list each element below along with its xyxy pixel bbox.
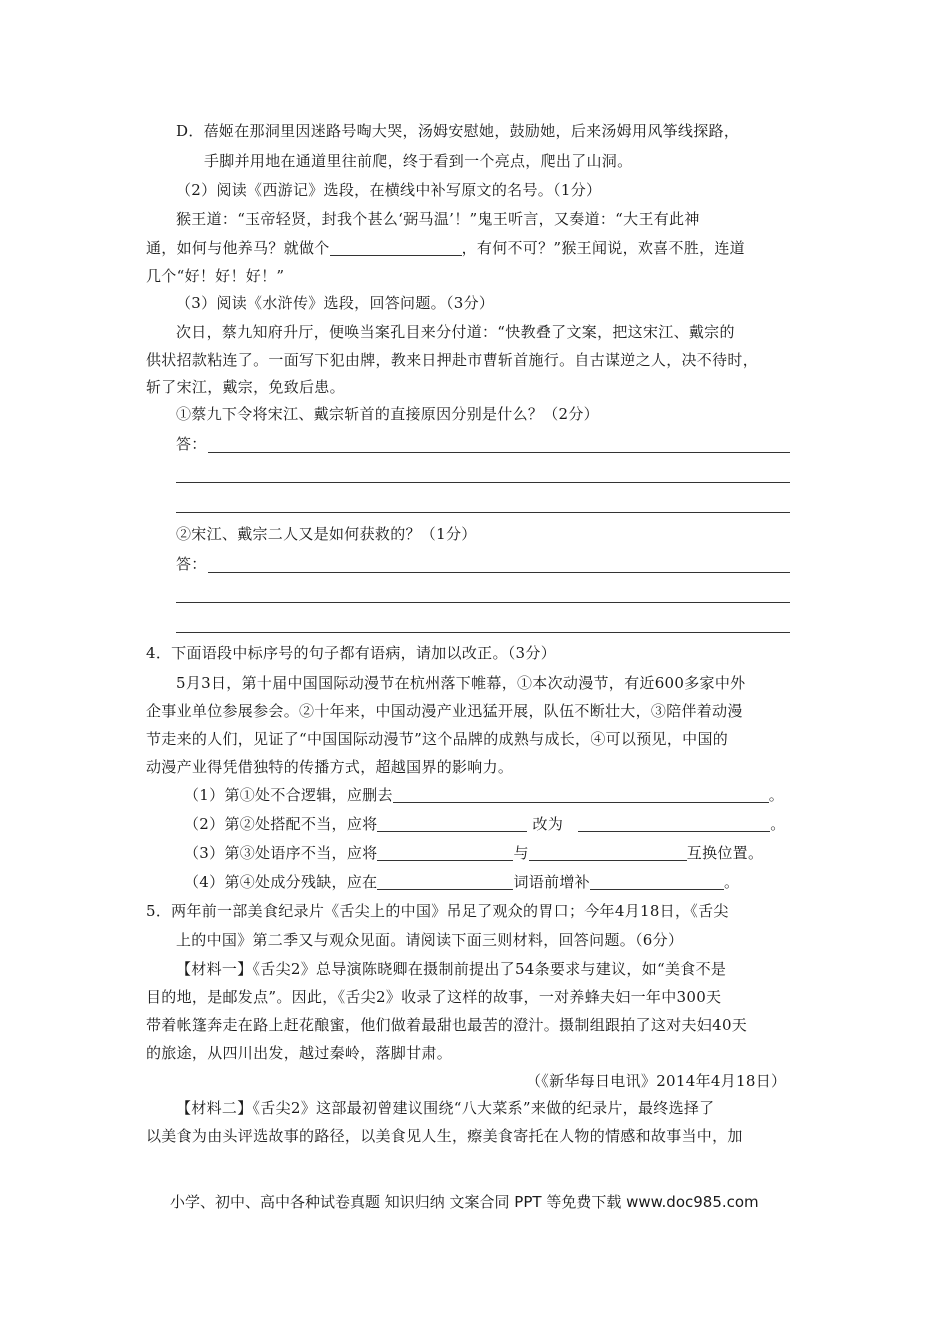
answer-line[interactable] [176,482,790,483]
answer-3-blank-a[interactable] [377,844,513,861]
answer-line[interactable] [176,602,790,603]
option-d-line-1: D．蓓姬在那洞里因迷路号啕大哭，汤姆安慰她，鼓励她，后来汤姆用风筝线探路， [176,122,740,140]
sub-question-1: ①蔡九下令将宋江、戴宗斩首的直接原因分别是什么？（2分） [176,405,599,423]
part-3-title: （3）阅读《水浒传》选段，回答问题。（3分） [176,294,495,312]
answer-line[interactable] [176,512,790,513]
material-1-line-4: 的旅途，从四川出发，越过秦岭，落脚甘肃。 [146,1044,453,1062]
answer-2-label: （2）第②处搭配不当，应将 [184,815,378,833]
answer-4-mid: 词语前增补 [513,873,590,891]
answer-3-end: 互换位置。 [686,844,764,862]
answer-label-2: 答： [176,555,207,573]
material-1-line-2: 目的地，是邮发点”。因此，《舌尖2》收录了这样的故事，一对养蜂夫妇一年中300天 [146,988,722,1006]
answer-3-mid: 与 [513,844,529,862]
material-1-source: （《新华每日电讯》2014年4月18日） [526,1072,787,1090]
question-4-title: 4．下面语段中标序号的句子都有语病，请加以改正。（3分） [146,644,556,662]
answer-line[interactable] [208,572,790,573]
answer-line[interactable] [176,632,790,633]
q4-answer-4 [184,872,739,892]
answer-2-blank-b[interactable] [578,815,770,832]
q4-paragraph-line-3: 节走来的人们，见证了“中国国际动漫节”这个品牌的成熟与成长，④可以预见，中国的 [146,730,729,748]
material-1-line-3: 带着帐篷奔走在路上赶花酿蜜，他们做着最甜也最苦的澄汁。摄制组跟拍了这对夫妇40天 [146,1016,748,1034]
q4-paragraph-line-2: 企事业单位参展参会。②十年来，中国动漫产业迅猛开展，队伍不断壮大，③陪伴着动漫 [146,702,743,720]
question-5-title-line-2: 上的中国》第二季又与观众见面。请阅读下面三则材料，回答问题。（6分） [176,931,684,949]
q4-paragraph-line-1: 5月3日，第十届中国国际动漫节在杭州落下帷幕，①本次动漫节，有近600多家中外 [176,674,746,692]
answer-4-label: （4）第④处成分残缺，应在 [184,873,378,891]
answer-4-blank-a[interactable] [377,873,513,890]
period: 。 [770,815,786,833]
part-2-text-line-2 [146,238,745,258]
part-2-title: （2）阅读《西游记》选段，在横线中补写原文的名号。（1分） [176,181,602,199]
material-2-line-2: 以美食为由头评选故事的路径，以美食见人生，瘵美食寄托在人物的情感和故事当中，加 [146,1127,743,1145]
part-2-text-line-3: 几个“好！好！好！” [146,267,285,285]
period: 。 [723,873,740,891]
answer-line[interactable] [208,452,790,453]
title-blank[interactable] [330,239,462,256]
sub-question-2: ②宋江、戴宗二人又是如何获救的？（1分） [176,525,477,543]
q4-answer-1 [184,785,784,805]
part-3-text-line-1: 次日，蔡九知府升厅，便唤当案孔目来分付道：“快教叠了文案，把这宋江、戴宗的 [176,323,735,341]
footer-download-notice: 小学、初中、高中各种试卷真题 知识归纳 文案合同 PPT 等免费下载 www.doc985.com [170,1193,759,1211]
material-1-line-1: 【材料一】《舌尖2》总导演陈晓卿在摄制前提出了54条要求与建议，如“美食不是 [176,960,727,978]
answer-4-blank-b[interactable] [590,873,724,890]
answer-1-label: （1）第①处不合逻辑，应删去 [184,786,393,804]
answer-3-label: （3）第③处语序不当，应将 [184,844,378,862]
q4-paragraph-line-4: 动漫产业得凭借独特的传播方式，超越国界的影响力。 [146,758,514,776]
part-2-text-after-blank: ，有何不可？”猴王闻说，欢喜不胜，连道 [461,239,745,257]
answer-1-blank[interactable] [393,786,769,803]
material-2-line-1: 【材料二】《舌尖2》这部最初曾建议围绕“八大菜系”来做的纪录片，最终选择了 [176,1099,715,1117]
part-3-text-line-2: 供状招款粘连了。一面写下犯由牌，教来日押赴市曹斩首施行。自古谋逆之人，决不待时， [146,351,759,369]
part-2-text-before-blank: 通，如何与他养马？就做个 [146,239,330,257]
part-3-text-line-3: 斩了宋江，戴宗，免致后患。 [146,378,345,396]
answer-3-blank-b[interactable] [529,844,687,861]
q4-answer-2 [184,814,786,834]
period: 。 [768,786,785,804]
question-5-title-line-1: 5．两年前一部美食纪录片《舌尖上的中国》吊足了观众的胃口；今年4月18日，《舌尖 [146,902,729,920]
answer-label-1: 答： [176,435,207,453]
option-d-line-2: 手脚并用地在通道里往前爬，终于看到一个亮点，爬出了山洞。 [204,152,633,170]
answer-2-mid: 改为 [532,815,564,833]
part-2-text-line-1: 猴王道：“玉帝轻贤，封我个甚么‘弼马温’！”鬼王听言，又奏道：“大王有此神 [176,210,700,228]
q4-answer-3 [184,843,763,863]
answer-2-blank-a[interactable] [377,815,527,832]
